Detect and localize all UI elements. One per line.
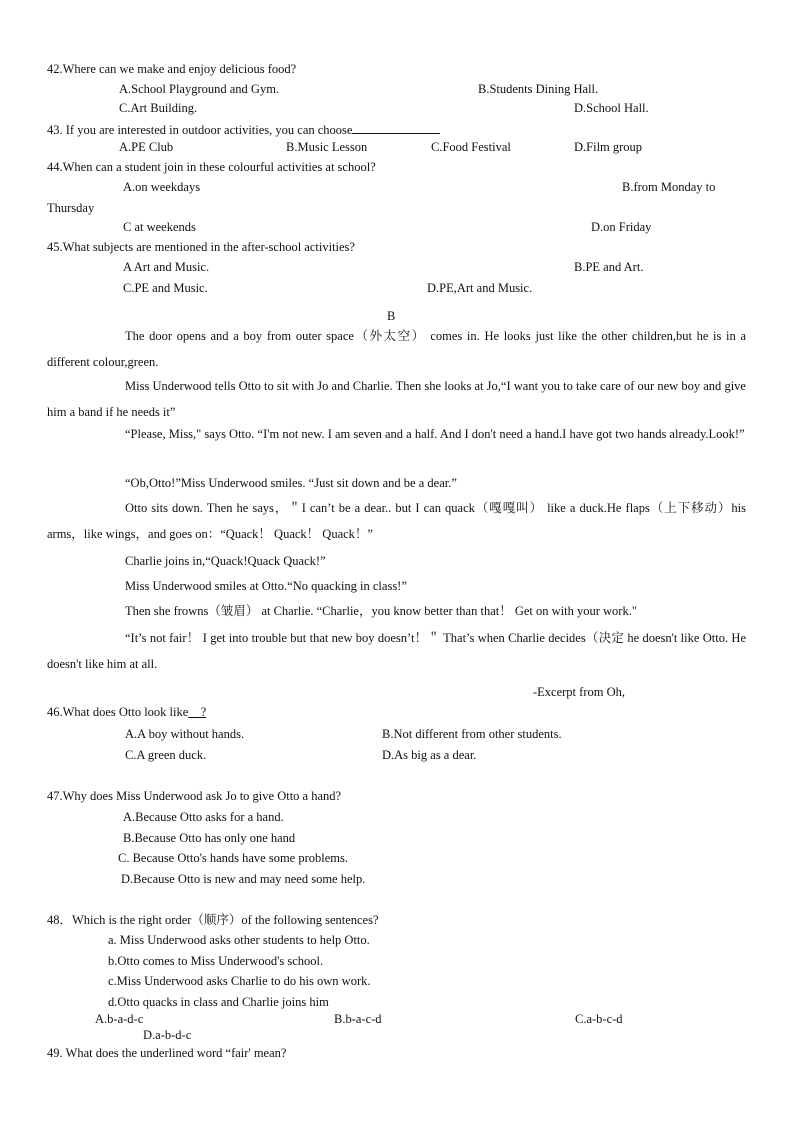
q48-option-c: C.a-b-c-d — [575, 1012, 623, 1026]
q46-option-a: A.A boy without hands. — [125, 727, 245, 741]
q48-sentence-b: b.Otto comes to Miss Underwood's school. — [108, 954, 324, 968]
q48-sentence-d: d.Otto quacks in class and Charlie joins him — [108, 995, 329, 1009]
q43-option-d: D.Film group — [574, 140, 643, 154]
q48-sentence-c: c.Miss Underwood asks Charlie to do his own work. — [108, 974, 371, 988]
q49-stem: 49. What does the underlined word “fair' mean? — [47, 1046, 287, 1060]
q46-stem — [47, 706, 206, 719]
q47-stem: 47.Why does Miss Underwood ask Jo to give Otto a hand? — [47, 789, 342, 803]
q42-option-a: A.School Playground and Gym. — [119, 82, 280, 96]
q47-option-b: B.Because Otto has only one hand — [123, 831, 296, 845]
q48-option-d: D.a-b-d-c — [143, 1028, 192, 1042]
q43-option-c: C.Food Festival — [431, 140, 511, 154]
q43-option-a: A.PE Club — [119, 140, 174, 154]
passage-paragraph-2: Miss Underwood tells Otto to sit with Jo and Charlie. Then she looks at Jo,“I want you to take care of our new boy and give him a band if he needs it” — [47, 379, 746, 419]
q45-option-c: C.PE and Music. — [123, 281, 208, 295]
passage-source: -Excerpt from Oh, — [533, 685, 625, 699]
q43-option-b: B.Music Lesson — [286, 140, 368, 154]
passage-paragraph-9: “It’s not fair！ I get into trouble but that new boy doesn’t！＂ That’s when Charlie decides（决定 he doesn't like Otto. He doesn't like him at all. — [47, 631, 746, 671]
q46-stem-text: 46.What does Otto look like — [47, 705, 189, 719]
passage-paragraph-8: Then she frowns（皱眉） at Charlie. “Charlie，you know better than that！ Get on with your work." — [125, 604, 637, 618]
q42-option-d: D.School Hall. — [574, 101, 649, 115]
q44-option-d: D.on Friday — [591, 220, 652, 234]
q45-stem: 45.What subjects are mentioned in the after-school activities? — [47, 240, 355, 254]
q43-answer-blank — [352, 122, 440, 134]
q48-stem: 48．Which is the right order（顺序）of the following sentences? — [47, 913, 379, 927]
q48-option-a: A.b-a-d-c — [95, 1012, 144, 1026]
q46-option-c: C.A green duck. — [125, 748, 207, 762]
q48-option-b: B.b-a-c-d — [334, 1012, 382, 1026]
q46-option-b: B.Not different from other students. — [382, 727, 562, 741]
q43-stem-text: 43. If you are interested in outdoor activities, you can choose — [47, 123, 353, 137]
q42-stem: 42.Where can we make and enjoy delicious food? — [47, 62, 297, 76]
passage-paragraph-6: Charlie joins in,“Quack!Quack Quack!” — [125, 554, 326, 568]
q45-option-a: A Art and Music. — [123, 260, 210, 274]
passage-paragraph-4: “Ob,Otto!”Miss Underwood smiles. “Just sit down and be a dear.” — [125, 476, 457, 490]
q44-option-c: C at weekends — [123, 220, 196, 234]
q44-option-b-cont: Thursday — [47, 201, 95, 215]
q44-option-b: B.from Monday to — [622, 180, 716, 194]
q42-option-c: C.Art Building. — [119, 101, 198, 115]
q44-stem: 44.When can a student join in these colourful activities at school? — [47, 160, 376, 174]
q47-option-c: C. Because Otto's hands have some problems. — [118, 851, 348, 865]
q46-blank: __? — [188, 705, 207, 719]
passage-paragraph-7: Miss Underwood smiles at Otto.“No quacking in class!” — [125, 579, 407, 593]
q44-option-a: A.on weekdays — [123, 180, 201, 194]
q43-stem — [47, 122, 440, 137]
q45-option-d: D.PE,Art and Music. — [427, 281, 533, 295]
passage-paragraph-3: “Please, Miss," says Otto. “I'm not new. I am seven and a half. And I don't need a hand.I have got two hands already.Look!” — [125, 427, 745, 441]
q47-option-d: D.Because Otto is new and may need some help. — [121, 872, 366, 886]
q48-sentence-a: a. Miss Underwood asks other students to help Otto. — [108, 933, 370, 947]
q45-option-b: B.PE and Art. — [574, 260, 644, 274]
q46-option-d: D.As big as a dear. — [382, 748, 477, 762]
q47-option-a: A.Because Otto asks for a hand. — [123, 810, 284, 824]
q42-option-b: B.Students Dining Hall. — [478, 82, 599, 96]
passage-paragraph-5: Otto sits down. Then he says，＂I can’t be a dear.. but I can quack（嘎嘎叫） like a duck.He flaps（上下移动）his arms，like wings，and goes on：“Quack！ Quack！ Quack！” — [47, 501, 746, 541]
passage-paragraph-1: The door opens and a boy from outer space（外太空） comes in. He looks just like the other children,but he is in a different colour,green. — [47, 329, 746, 369]
passage-heading: B — [387, 309, 396, 323]
